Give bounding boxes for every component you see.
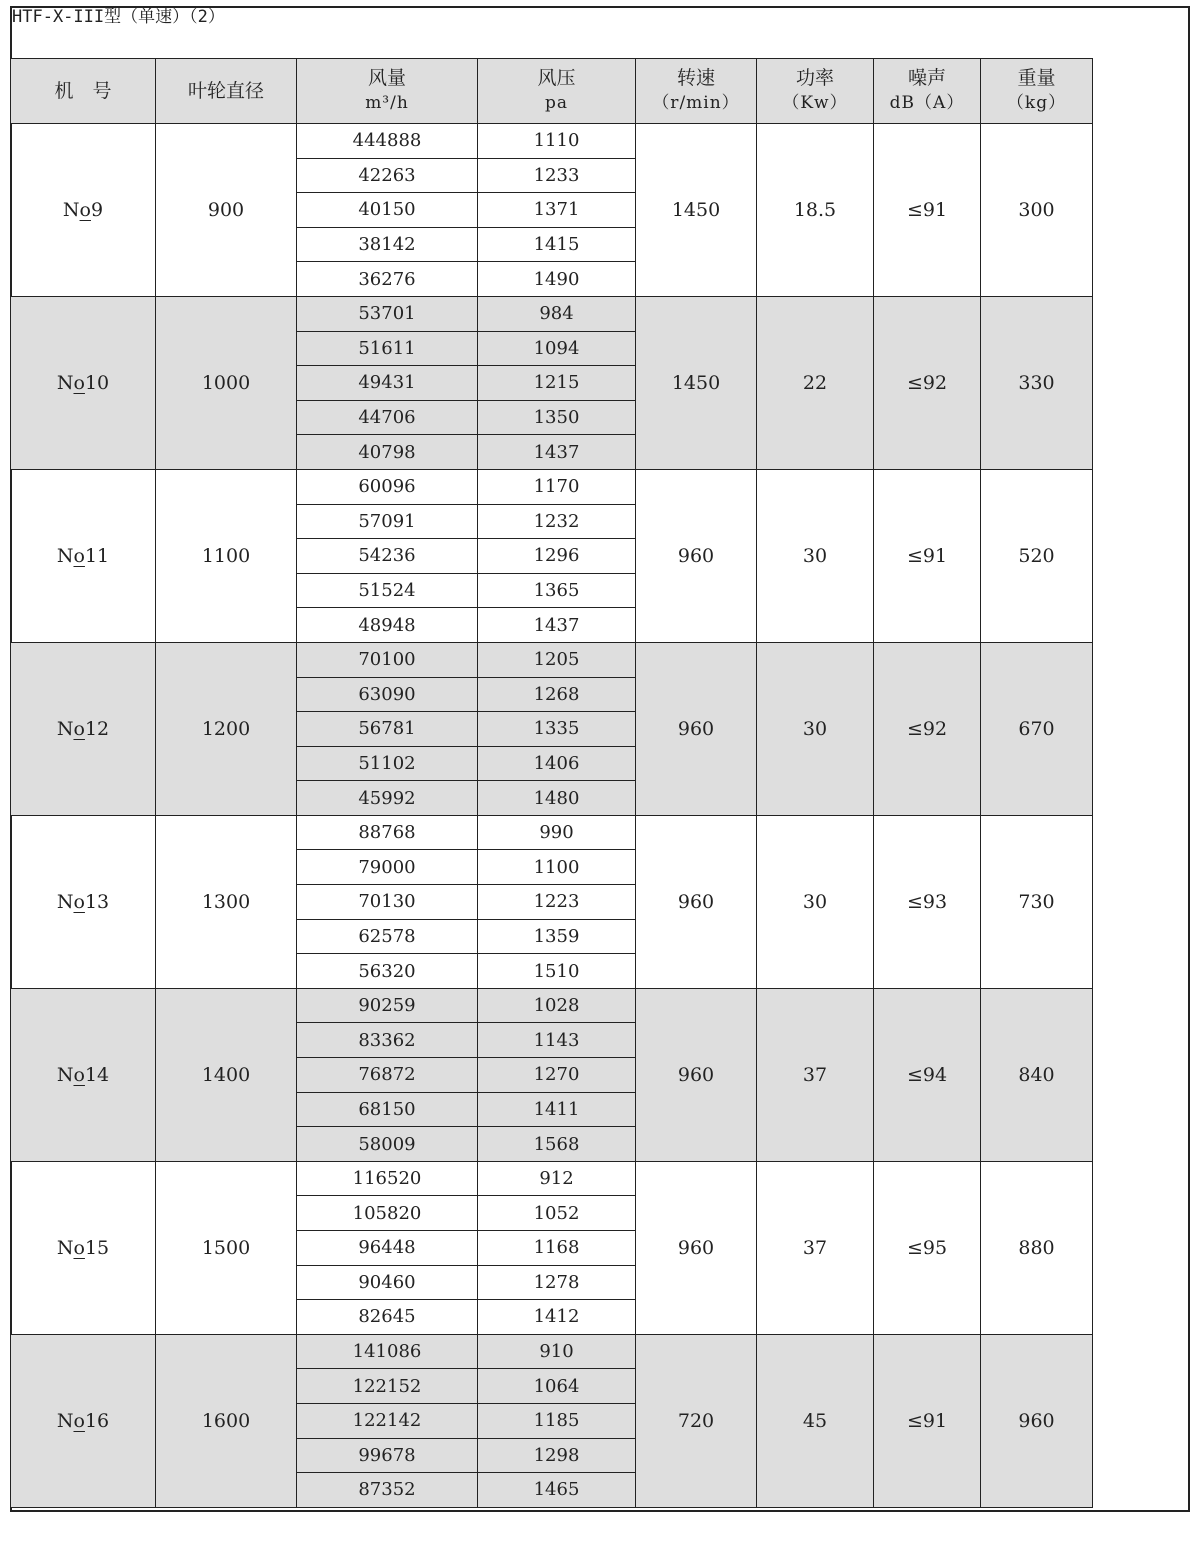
model-no-cell <box>11 1161 156 1334</box>
air-flow-cell: 90460 <box>297 1265 478 1300</box>
air-pressure-cell: 1223 <box>478 885 636 920</box>
noise-cell: ≤93 <box>874 815 981 988</box>
model-number: 10 <box>84 371 110 394</box>
table-row <box>11 124 1093 159</box>
model-no-cell <box>11 815 156 988</box>
table-row <box>11 1334 1093 1369</box>
air-pressure-cell: 1415 <box>478 227 636 262</box>
impeller-diameter-cell: 1600 <box>156 1334 297 1507</box>
air-flow-cell: 70130 <box>297 885 478 920</box>
air-pressure-cell: 990 <box>478 815 636 850</box>
model-prefix: N <box>56 371 74 394</box>
model-o: o <box>73 890 85 913</box>
air-flow-cell: 38142 <box>297 227 478 262</box>
air-flow-cell: 82645 <box>297 1300 478 1335</box>
header-label: 叶轮直径 <box>187 79 264 102</box>
weight-cell: 840 <box>981 988 1093 1161</box>
impeller-diameter-cell: 1200 <box>156 642 297 815</box>
noise-cell: ≤91 <box>874 124 981 297</box>
model-prefix: N <box>56 1236 74 1259</box>
header-air-pressure <box>478 59 636 124</box>
air-flow-cell: 54236 <box>297 539 478 574</box>
model-no-cell <box>11 1334 156 1507</box>
air-flow-cell: 90259 <box>297 988 478 1023</box>
model-o: o <box>73 544 85 567</box>
weight-cell: 880 <box>981 1161 1093 1334</box>
air-flow-cell: 76872 <box>297 1058 478 1093</box>
speed-cell: 960 <box>636 1161 757 1334</box>
model-no-cell <box>11 124 156 297</box>
header-power <box>757 59 874 124</box>
power-cell: 30 <box>757 469 874 642</box>
air-flow-cell: 36276 <box>297 262 478 297</box>
air-pressure-cell: 1568 <box>478 1127 636 1162</box>
air-pressure-cell: 1490 <box>478 262 636 297</box>
air-flow-cell: 45992 <box>297 781 478 816</box>
header-label: 机 号 <box>54 79 112 102</box>
header-label: 转速 <box>676 67 715 89</box>
speed-cell: 960 <box>636 642 757 815</box>
weight-cell: 670 <box>981 642 1093 815</box>
air-pressure-cell: 1205 <box>478 642 636 677</box>
table-row <box>11 988 1093 1023</box>
table-row <box>11 1161 1093 1196</box>
power-cell: 37 <box>757 988 874 1161</box>
table-row <box>11 815 1093 850</box>
model-number: 12 <box>84 717 110 740</box>
model-o: o <box>73 371 85 394</box>
air-flow-cell: 44706 <box>297 400 478 435</box>
header-label: 重量 <box>1017 67 1056 89</box>
air-pressure-cell: 1168 <box>478 1231 636 1266</box>
model-o: o <box>73 1236 85 1259</box>
model-number: 9 <box>90 198 104 221</box>
weight-cell: 730 <box>981 815 1093 988</box>
header-speed <box>636 59 757 124</box>
air-pressure-cell: 1028 <box>478 988 636 1023</box>
air-flow-cell: 42263 <box>297 158 478 193</box>
air-pressure-cell: 1298 <box>478 1438 636 1473</box>
air-flow-cell: 79000 <box>297 850 478 885</box>
weight-cell: 520 <box>981 469 1093 642</box>
power-cell: 30 <box>757 642 874 815</box>
impeller-diameter-cell: 1300 <box>156 815 297 988</box>
air-flow-cell: 68150 <box>297 1092 478 1127</box>
air-pressure-cell: 1296 <box>478 539 636 574</box>
impeller-diameter-cell: 1000 <box>156 296 297 469</box>
air-pressure-cell: 912 <box>478 1161 636 1196</box>
air-flow-cell: 40150 <box>297 193 478 228</box>
air-flow-cell: 49431 <box>297 366 478 401</box>
air-flow-cell: 70100 <box>297 642 478 677</box>
air-flow-cell: 58009 <box>297 1127 478 1162</box>
air-flow-cell: 88768 <box>297 815 478 850</box>
header-label: 噪声 <box>907 67 946 89</box>
air-flow-cell: 57091 <box>297 504 478 539</box>
model-number: 11 <box>84 544 110 567</box>
air-pressure-cell: 1233 <box>478 158 636 193</box>
weight-cell: 960 <box>981 1334 1093 1507</box>
weight-cell: 330 <box>981 296 1093 469</box>
header-label: 功率 <box>795 67 834 89</box>
model-prefix: N <box>56 890 74 913</box>
noise-cell: ≤94 <box>874 988 981 1161</box>
impeller-diameter-cell: 900 <box>156 124 297 297</box>
air-pressure-cell: 1143 <box>478 1023 636 1058</box>
air-pressure-cell: 1094 <box>478 331 636 366</box>
speed-cell: 960 <box>636 815 757 988</box>
air-pressure-cell: 1510 <box>478 954 636 989</box>
air-pressure-cell: 1170 <box>478 469 636 504</box>
air-pressure-cell: 1232 <box>478 504 636 539</box>
header-unit: （kg） <box>1006 93 1067 113</box>
noise-cell: ≤95 <box>874 1161 981 1334</box>
model-no-cell <box>11 296 156 469</box>
header-air-flow <box>297 59 478 124</box>
air-pressure-cell: 1465 <box>478 1473 636 1508</box>
air-flow-cell: 51524 <box>297 573 478 608</box>
air-pressure-cell: 1359 <box>478 919 636 954</box>
air-pressure-cell: 984 <box>478 296 636 331</box>
speed-cell: 1450 <box>636 124 757 297</box>
header-impeller-diameter <box>156 59 297 124</box>
air-pressure-cell: 1268 <box>478 677 636 712</box>
air-flow-cell: 51611 <box>297 331 478 366</box>
power-cell: 37 <box>757 1161 874 1334</box>
model-number: 13 <box>84 890 110 913</box>
header-unit: （Kw） <box>782 93 848 113</box>
air-pressure-cell: 1064 <box>478 1369 636 1404</box>
air-flow-cell: 105820 <box>297 1196 478 1231</box>
noise-cell: ≤91 <box>874 1334 981 1507</box>
fan-spec-table <box>10 58 1093 1508</box>
header-unit: （r/min） <box>652 93 740 113</box>
air-flow-cell: 122142 <box>297 1403 478 1438</box>
air-flow-cell: 53701 <box>297 296 478 331</box>
header-unit: m³/h <box>365 93 409 113</box>
air-flow-cell: 48948 <box>297 608 478 643</box>
speed-cell: 960 <box>636 988 757 1161</box>
air-flow-cell: 51102 <box>297 746 478 781</box>
air-pressure-cell: 1350 <box>478 400 636 435</box>
air-pressure-cell: 1100 <box>478 850 636 885</box>
air-pressure-cell: 1371 <box>478 193 636 228</box>
impeller-diameter-cell: 1400 <box>156 988 297 1161</box>
noise-cell: ≤91 <box>874 469 981 642</box>
table-row <box>11 469 1093 504</box>
air-pressure-cell: 1270 <box>478 1058 636 1093</box>
model-prefix: N <box>62 198 80 221</box>
model-o: o <box>79 198 91 221</box>
power-cell: 18.5 <box>757 124 874 297</box>
air-pressure-cell: 910 <box>478 1334 636 1369</box>
air-pressure-cell: 1215 <box>478 366 636 401</box>
table-row <box>11 296 1093 331</box>
model-prefix: N <box>56 1063 74 1086</box>
header-row <box>11 59 1093 124</box>
air-flow-cell: 87352 <box>297 1473 478 1508</box>
model-number: 14 <box>84 1063 110 1086</box>
air-flow-cell: 40798 <box>297 435 478 470</box>
header-weight <box>981 59 1093 124</box>
air-pressure-cell: 1480 <box>478 781 636 816</box>
header-unit: pa <box>544 93 569 113</box>
weight-cell: 300 <box>981 124 1093 297</box>
air-pressure-cell: 1412 <box>478 1300 636 1335</box>
speed-cell: 1450 <box>636 296 757 469</box>
model-no-cell <box>11 469 156 642</box>
model-no-cell <box>11 988 156 1161</box>
page-title: HTF-X-III型（单速）（2） <box>12 7 225 27</box>
air-pressure-cell: 1335 <box>478 712 636 747</box>
air-flow-cell: 96448 <box>297 1231 478 1266</box>
noise-cell: ≤92 <box>874 296 981 469</box>
table-row <box>11 642 1093 677</box>
model-o: o <box>73 1409 85 1432</box>
model-prefix: N <box>56 544 74 567</box>
air-pressure-cell: 1365 <box>478 573 636 608</box>
air-pressure-cell: 1278 <box>478 1265 636 1300</box>
header-unit: dB（A） <box>889 93 965 113</box>
header-model-no <box>11 59 156 124</box>
noise-cell: ≤92 <box>874 642 981 815</box>
air-pressure-cell: 1437 <box>478 435 636 470</box>
air-flow-cell: 444888 <box>297 124 478 159</box>
air-flow-cell: 141086 <box>297 1334 478 1369</box>
model-prefix: N <box>56 1409 74 1432</box>
air-pressure-cell: 1406 <box>478 746 636 781</box>
header-label: 风量 <box>367 67 406 89</box>
air-pressure-cell: 1411 <box>478 1092 636 1127</box>
air-flow-cell: 62578 <box>297 919 478 954</box>
air-pressure-cell: 1110 <box>478 124 636 159</box>
model-no-cell <box>11 642 156 815</box>
model-prefix: N <box>56 717 74 740</box>
table-body <box>11 124 1093 1508</box>
air-flow-cell: 63090 <box>297 677 478 712</box>
air-flow-cell: 83362 <box>297 1023 478 1058</box>
air-flow-cell: 56781 <box>297 712 478 747</box>
power-cell: 22 <box>757 296 874 469</box>
air-flow-cell: 122152 <box>297 1369 478 1404</box>
air-pressure-cell: 1052 <box>478 1196 636 1231</box>
speed-cell: 960 <box>636 469 757 642</box>
power-cell: 45 <box>757 1334 874 1507</box>
header-label: 风压 <box>537 67 576 89</box>
impeller-diameter-cell: 1100 <box>156 469 297 642</box>
air-flow-cell: 56320 <box>297 954 478 989</box>
model-number: 16 <box>84 1409 110 1432</box>
air-flow-cell: 116520 <box>297 1161 478 1196</box>
speed-cell: 720 <box>636 1334 757 1507</box>
air-pressure-cell: 1185 <box>478 1403 636 1438</box>
impeller-diameter-cell: 1500 <box>156 1161 297 1334</box>
power-cell: 30 <box>757 815 874 988</box>
air-pressure-cell: 1437 <box>478 608 636 643</box>
header-noise <box>874 59 981 124</box>
air-flow-cell: 99678 <box>297 1438 478 1473</box>
model-o: o <box>73 1063 85 1086</box>
model-o: o <box>73 717 85 740</box>
model-number: 15 <box>84 1236 110 1259</box>
air-flow-cell: 60096 <box>297 469 478 504</box>
